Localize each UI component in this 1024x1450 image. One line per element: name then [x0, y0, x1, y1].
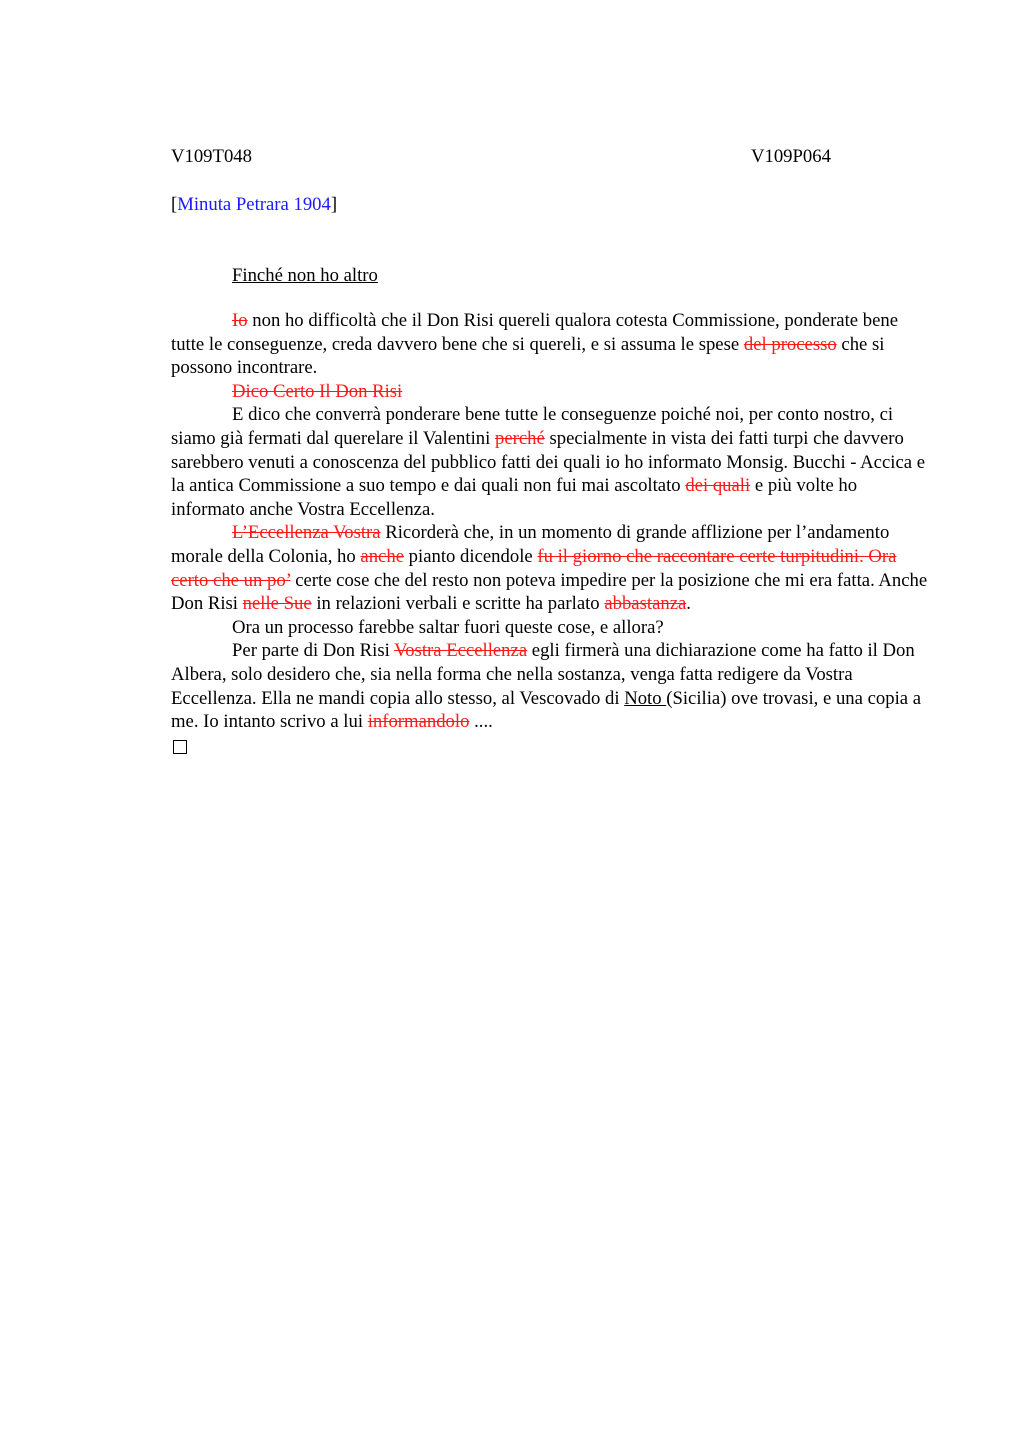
text-segment: Ora un processo farebbe saltar fuori queste cose, e allora?: [232, 616, 664, 638]
deleted-text: perché: [494, 427, 545, 449]
deleted-text: fu il giorno che raccontare certe turpitudini. Ora certo che un po’: [171, 545, 897, 591]
paragraph: [171, 639, 931, 733]
text-segment: che si possono incontrare.: [171, 333, 885, 379]
square-icon: [173, 740, 187, 754]
paragraph: [171, 380, 931, 404]
text-segment: specialmente in vista dei fatti turpi che davvero sarebbero venuti a conoscenza del pubblico fatti dei quali io ho informato Monsig. Bucchi - Accica e la antica Commissione a suo tempo e dai quali non fui mai ascoltato: [171, 427, 926, 497]
deleted-text: L’Eccellenza Vostra: [232, 522, 381, 544]
deleted-text: Dico Certo Il Don Risi: [232, 380, 403, 402]
paragraph: [171, 616, 931, 640]
source-note: [171, 191, 931, 219]
document-body: [171, 309, 931, 734]
deleted-text: informandolo: [367, 711, 470, 733]
deleted-text: nelle Sue: [242, 593, 312, 615]
paragraph: [171, 403, 931, 521]
text-segment: e più volte ho informato anche Vostra Eccellenza.: [171, 475, 858, 520]
text-segment: egli firmerà una dichiarazione come ha fatto il Don Albera, solo desidero che, sia nella forma che nella sostanza, venga fatta redigere da Vostra Eccellenza. Ella ne mandi copia allo stesso, al Vescovado di: [171, 640, 915, 709]
document-codes: [171, 143, 931, 171]
text-segment: in relazioni verbali e scritte ha parlato: [311, 593, 605, 615]
text-segment: Ricorderà che, in un momento di grande afflizione per l’andamento morale della Colonia, ho: [171, 522, 890, 567]
source-note-close-bracket: ]: [330, 194, 338, 215]
text-segment: .: [686, 593, 691, 615]
document-page: [171, 143, 931, 760]
deleted-text: anche: [360, 545, 404, 567]
deleted-text: Io: [232, 310, 248, 331]
source-note-link[interactable]: Minuta Petrara 1904: [177, 194, 331, 215]
end-marker: [171, 734, 931, 760]
document-code-right: V109P064: [751, 146, 831, 167]
paragraph: [171, 521, 931, 615]
text-segment: ....: [469, 711, 493, 733]
deleted-text: dei quali: [685, 475, 751, 497]
text-segment: non ho difficoltà che il Don Risi quereli qualora cotesta Commissione, ponderate bene tutte le conseguenze, creda davvero bene che si quereli, e si assuma le spese: [171, 310, 899, 355]
underlined-text: Noto: [624, 687, 667, 709]
source-note-open-bracket: [: [171, 194, 178, 215]
text-segment: certe cose che del resto non poteva impedire per la posizione che mi era fatta. Anche Don Risi: [171, 569, 928, 615]
deleted-text: abbastanza: [604, 593, 687, 615]
text-segment: (Sicilia) ove trovasi, e una copia a me. Io intanto scrivo a lui: [171, 687, 922, 733]
deleted-text: Vostra Eccellenza: [394, 640, 528, 662]
document-title: Finché non ho altro: [232, 265, 378, 286]
paragraph: [171, 309, 931, 380]
text-segment: pianto dicendole: [404, 545, 538, 567]
text-segment: Per parte di Don Risi: [232, 640, 395, 662]
text-segment: E dico che converrà ponderare bene tutte le conseguenze poiché noi, per conto nostro, ci siamo già fermati dal querelare il Valentini: [171, 404, 894, 449]
document-code-left: V109T048: [171, 146, 252, 167]
deleted-text: del processo: [743, 333, 837, 355]
